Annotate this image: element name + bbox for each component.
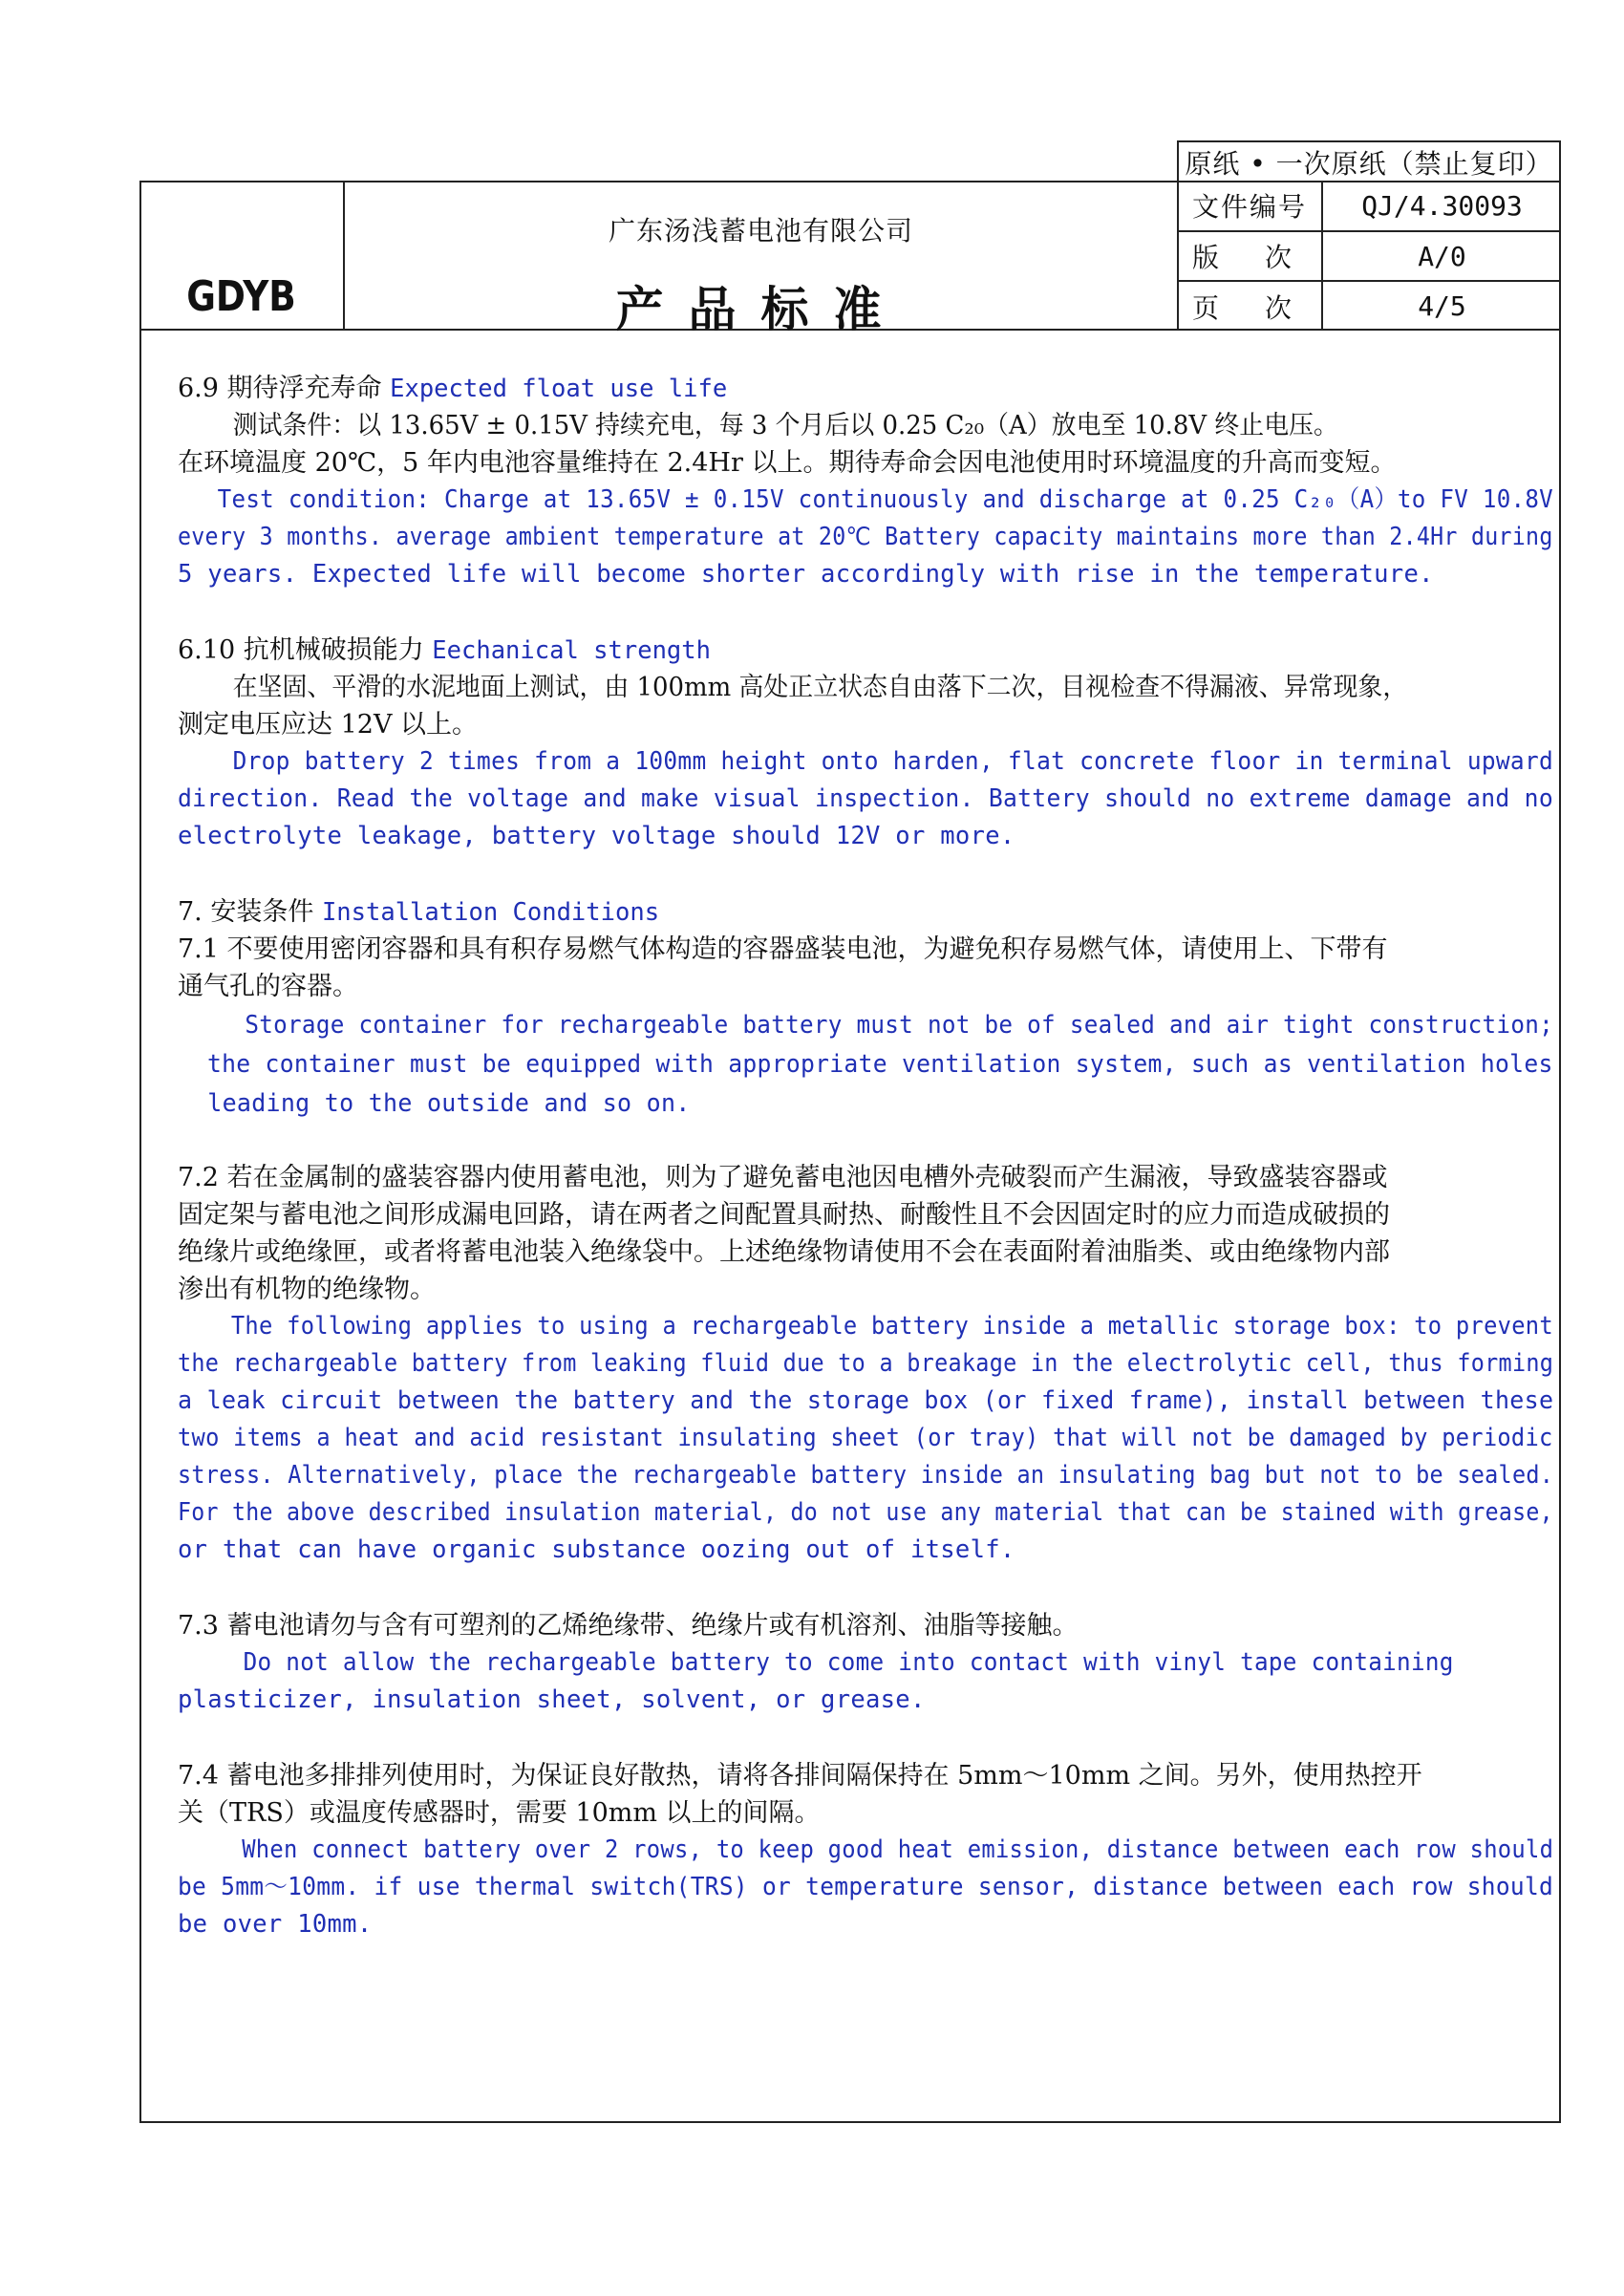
version-label-part1: 版 [1192,242,1222,273]
section-7-2-cn-3: 绝缘片或绝缘匣，或者将蓄电池装入绝缘袋中。上述绝缘物请使用不会在表面附着油脂类、或由绝缘物内部 [178,1237,1390,1267]
section-6-10-en-1: Drop battery 2 times from a 100mm height onto harden, flat concrete floor in terminal upward [232,747,1554,776]
section-6-10-cn-1: 在坚固、平滑的水泥地面上测试，由 100mm 高处正立状态自由落下二次，目视检查不得漏液、异常现象， [232,673,1408,702]
section-7-4-en-1: When connect battery over 2 rows, to keep good heat emission, distance between each row should [242,1835,1554,1864]
logo-cell [139,181,345,331]
version-row [1177,230,1561,280]
section-6-9-cn-1: 测试条件：以 13.65V ± 0.15V 持续充电，每 3 个月后以 0.25 C₂₀（A）放电至 10.8V 终止电压。 [232,411,1338,440]
section-6-10-cn-2: 测定电压应达 12V 以上。 [178,710,479,740]
doc-number-label: 文件编号 [1179,181,1323,230]
section-7-heading [178,893,1553,932]
section-7-1-en-1: Storage container for rechargeable battery must not be of sealed and air tight construction; [245,1011,1553,1040]
document-meta-table [1177,181,1561,331]
heading-en: Eechanical strength [432,636,711,665]
section-7-2-en-4: two items a heat and acid resistant insulating sheet (or tray) that will not be damaged by periodic [178,1424,1553,1452]
original-copy-stamp [1177,140,1561,182]
section-6-9-en-1: Test condition: Charge at 13.65V ± 0.15V continuously and discharge at 0.25 C₂₀（A）to FV 10.8V [217,485,1554,514]
section-7-4-en-3: be over 10mm. [178,1910,373,1939]
page-value: 4/5 [1418,290,1466,322]
page-label [1179,282,1323,331]
section-7-2-en-6: For the above described insulation material, do not use any material that can be stained with grease, [178,1498,1553,1527]
section-7-2-en-3: a leak circuit between the battery and the storage box (or fixed frame), install between these [178,1386,1554,1415]
version-label [1179,232,1323,280]
heading-cn: 7. 安装条件 [178,897,322,927]
section-6-9-heading [178,370,1553,408]
section-7-2-cn-1: 7.2 若在金属制的盛装容器内使用蓄电池，则为了避免蓄电池因电槽外壳破裂而产生漏液，导致盛装容器或 [178,1163,1388,1192]
company-logo-text: GDYB [186,272,296,321]
section-7-4-cn-1: 7.4 蓄电池多排排列使用时，为保证良好散热，请将各排间隔保持在 5mm～10mm 之间。另外，使用热控开 [178,1761,1422,1791]
doc-number-value: QJ/4.30093 [1361,189,1523,222]
version-value: A/0 [1418,240,1466,272]
section-7-1-en-2: the container must be equipped with appropriate ventilation system, such as ventilation holes [206,1050,1553,1079]
heading-cn: 6.9 期待浮充寿命 [178,374,391,403]
heading-cn: 6.10 抗机械破损能力 [178,635,433,665]
section-7-2-cn-2: 固定架与蓄电池之间形成漏电回路，请在两者之间配置具耐热、耐酸性且不会因固定时的应力而造成破损的 [178,1200,1390,1230]
section-7-2-cn-4: 渗出有机物的绝缘物。 [178,1275,436,1304]
section-7-1-cn-2: 通气孔的容器。 [178,972,358,1001]
section-6-10-en-2: direction. Read the voltage and make visual inspection. Battery should no extreme damage and no [178,784,1553,813]
page-label-part2: 次 [1265,291,1294,324]
section-7-4-en-2: be 5mm～10mm. if use thermal switch(TRS) or temperature sensor, distance between each row should [178,1873,1554,1901]
section-7-2-en-2: the rechargeable battery from leaking fluid due to a breakage in the electrolytic cell, thus forming [178,1349,1554,1378]
version-label-part2: 次 [1265,242,1294,273]
section-7-2-en-5: stress. Alternatively, place the rechargeable battery inside an insulating bag but not to be sealed. [178,1461,1554,1490]
heading-en: Installation Conditions [321,898,660,927]
section-7-3-en-1: Do not allow the rechargeable battery to come into contact with vinyl tape containing [243,1648,1454,1677]
section-6-9-cn-2: 在环境温度 20℃，5 年内电池容量维持在 2.4Hr 以上。期待寿命会因电池使用时环境温度的升高而变短。 [178,448,1397,478]
page-row [1177,280,1561,331]
section-7-4-cn-2: 关（TRS）或温度传感器时，需要 10mm 以上的间隔。 [178,1798,821,1828]
page-label-part1: 页 [1192,291,1222,324]
company-name: 广东汤浅蓄电池有限公司 [608,215,913,247]
section-6-10-heading [178,632,1553,670]
document-title: 产品标准 [615,281,907,337]
section-7-3-cn-1: 7.3 蓄电池请勿与含有可塑剂的乙烯绝缘带、绝缘片或有机溶剂、油脂等接触。 [178,1611,1079,1641]
stamp-text: 原纸 • 一次原纸（禁止复印） [1185,147,1553,180]
section-6-9-en-3: 5 years. Expected life will become shorter accordingly with rise in the temperature. [178,560,1434,589]
section-6-9-en-2: every 3 months. average ambient temperature at 20℃ Battery capacity maintains more than 2.4Hr during [178,523,1553,551]
section-7-1-en-3: leading to the outside and so on. [207,1089,691,1118]
section-7-3-en-2: plasticizer, insulation sheet, solvent, or grease. [178,1685,926,1714]
section-7-2-en-7: or that can have organic substance oozing out of itself. [178,1535,1015,1564]
section-6-10-en-3: electrolyte leakage, battery voltage should 12V or more. [178,822,1015,850]
heading-en: Expected float use life [390,375,728,403]
section-7-2-en-1: The following applies to using a rechargeable battery inside a metallic storage box: to prevent [230,1312,1553,1341]
doc-number-row [1177,181,1561,230]
section-7-1-cn-1: 7.1 不要使用密闭容器和具有积存易燃气体构造的容器盛装电池，为避免积存易燃气体，请使用上、下带有 [178,934,1388,964]
